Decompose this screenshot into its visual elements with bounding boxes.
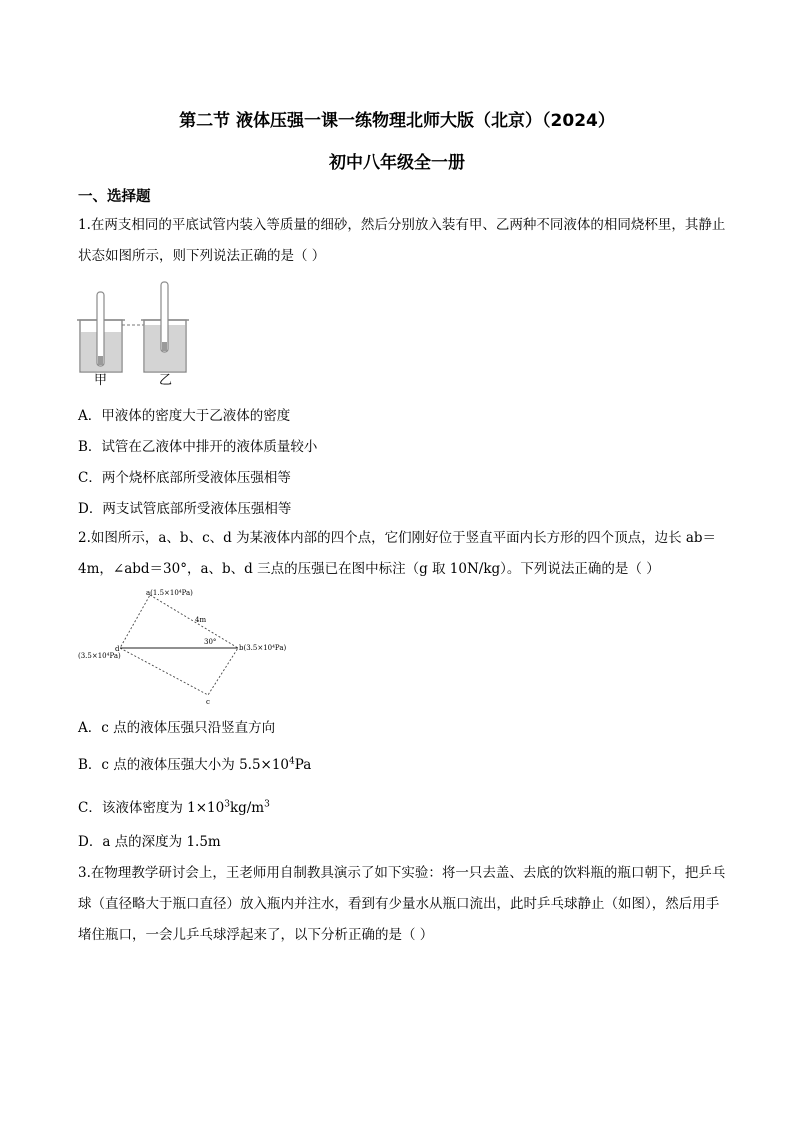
q2-option-b-exponent: 4 [289,756,295,767]
q2-option-c-unit: kg/m [229,800,265,816]
test-tube-right [161,282,168,352]
question-3-text: 3.在物理教学研讨会上，王老师用自制教具演示了如下实验：将一只去盖、去底的饮料瓶的瓶口朝下，把乒乓球（直径略大于瓶口直径）放入瓶内并注水，看到有少量水从瓶口流出，此时乒乓球静止（如图），然后用手堵住瓶口，一会儿乒乓球浮起来了，以下分析正确的是（ ） [78,865,726,943]
question-2-text: 2.如图所示，a、b、c、d 为某液体内部的四个点，它们刚好位于竖直平面内长方形的四个顶点，边长 ab＝4m，∠abd＝30°，a、b、d 三点的压强已在图中标注（g 取 10N/kg）。下列说法正确的是（ ） [78,530,717,577]
angle-label: 30° [204,638,217,646]
q1-option-b: B．试管在乙液体中排开的液体质量较小 [78,439,318,455]
q2-option-c-text: C．该液体密度为 1×10 [78,800,225,816]
point-c-label: c [206,698,210,706]
q1-option-d: D．两支试管底部所受液体压强相等 [78,501,292,517]
section-heading: 一、选择题 [78,189,151,205]
doc-title: 第二节 液体压强一课一练物理北师大版（北京）（2024） [179,111,615,131]
rectangle-abcd [120,595,238,695]
question-1-text: 1.在两支相同的平底试管内装入等质量的细砂，然后分别放入装有甲、乙两种不同液体的相同烧杯里，其静止状态如图所示，则下列说法正确的是（ ） [78,217,726,264]
q1-option-a: A．甲液体的密度大于乙液体的密度 [78,408,291,424]
q2-option-b-text: B．c 点的液体压强大小为 5.5×10 [78,757,290,773]
test-tube-left [97,292,104,366]
side-ab-label: 4m [195,616,207,624]
point-b-label: b(3.5×10⁴Pa) [239,644,287,652]
doc-subtitle: 初中八年级全一册 [329,153,465,173]
q2-option-b [78,753,311,773]
q2-option-b-unit: Pa [294,757,312,773]
q2-option-c-exponent: 3 [224,799,230,810]
point-d-pressure: (3.5×10⁴Pa) [78,652,121,660]
q2-option-d: D．a 点的深度为 1.5m [78,834,221,850]
q2-option-a: A．c 点的液体压强只沿竖直方向 [78,720,276,736]
point-a-label: a(1.5×10⁴Pa) [146,589,193,597]
question-2-figure [74,585,304,706]
figure-label-jia: 甲 [94,373,108,388]
q2-option-c [78,796,270,816]
q2-option-c-unit-exponent: 3 [264,799,270,810]
figure-label-yi: 乙 [159,373,173,388]
point-d-label: d [115,645,120,653]
question-1-figure [74,280,184,390]
q1-option-c: C．两个烧杯底部所受液体压强相等 [78,470,291,486]
